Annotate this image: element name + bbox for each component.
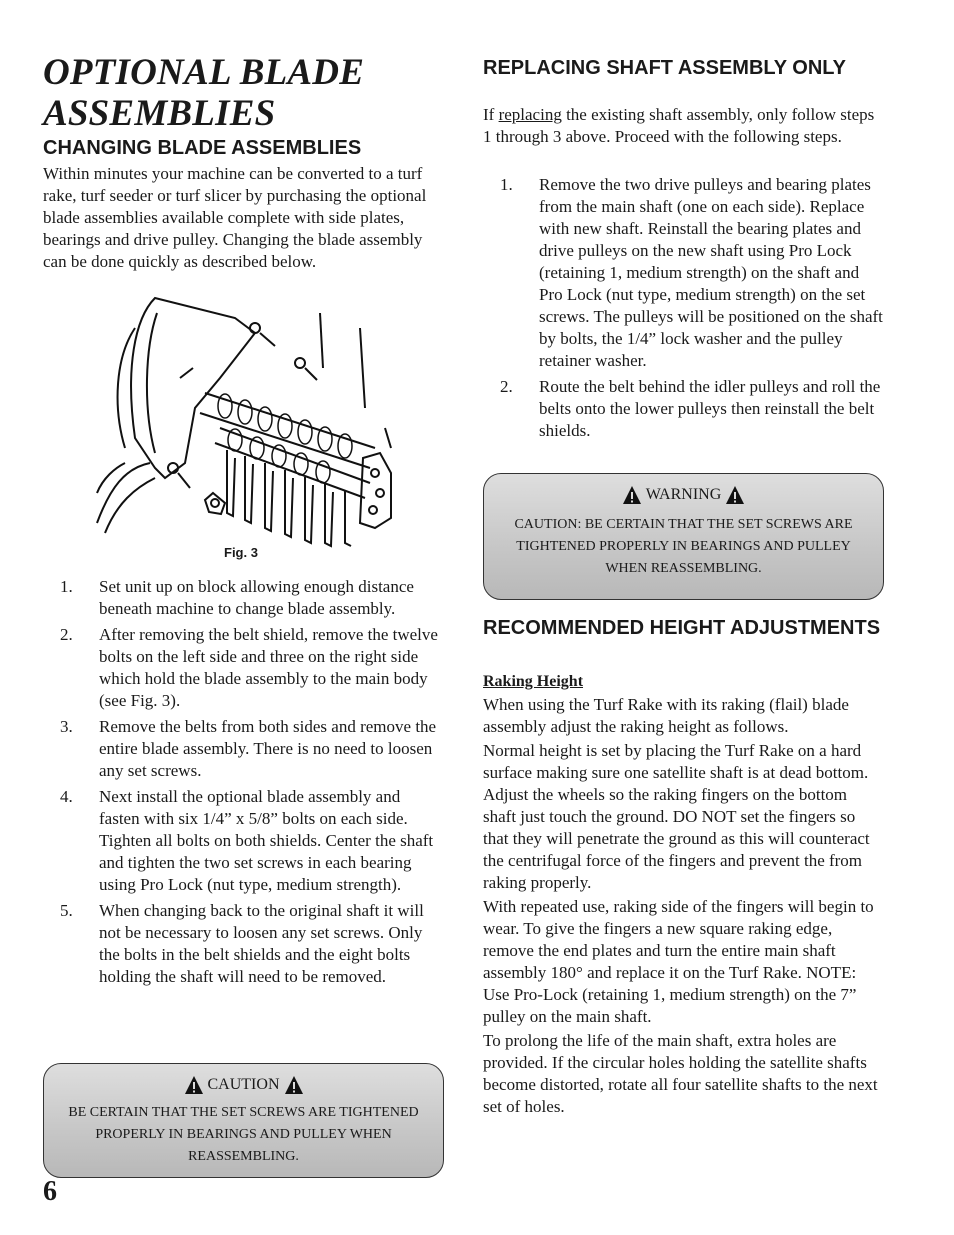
list-item <box>43 716 443 782</box>
step-number: 3. <box>60 717 73 736</box>
step-number: 2. <box>60 625 73 644</box>
list-item <box>483 376 883 442</box>
step-text: Remove the two drive pulleys and bearing plates from the main shaft (one on each side). Replace with new shaft. Reinstall the bearing plates and drive pulleys on the new shaft using Pro Lock (retaining 1, medium strength) on the shaft and Pro Lock (nut type, medium strength) on the set screws. The pulleys will be positioned on the shaft by bolts, the 1/4” lock washer and the pulley retainer washer. <box>539 175 883 370</box>
changing-blade-intro: Within minutes your machine can be converted to a turf rake, turf seeder or turf slicer by purchasing the optional blade assemblies available complete with side plates, bearings and drive pulley. Changing the blade assembly can be done quickly as described below. <box>43 164 427 271</box>
step-text: Set unit up on block allowing enough distance beneath machine to change blade assembly. <box>99 577 414 618</box>
warning-header <box>484 484 883 506</box>
warning-triangle-icon <box>184 1075 204 1095</box>
warning-label: WARNING <box>645 486 722 503</box>
caution-box <box>43 1063 444 1178</box>
caution-label: CAUTION <box>207 1076 280 1093</box>
list-item <box>43 576 443 620</box>
step-number: 5. <box>60 901 73 920</box>
replacing-shaft-heading: REPLACING SHAFT ASSEMBLY ONLY <box>483 57 847 79</box>
page-number: 6 <box>43 1176 57 1207</box>
list-item <box>43 786 443 896</box>
replacing-shaft-intro <box>483 104 883 148</box>
changing-blade-heading: CHANGING BLADE ASSEMBLIES <box>43 137 362 159</box>
recommended-height-heading: RECOMMENDED HEIGHT ADJUSTMENTS <box>483 617 881 639</box>
raking-height-subheading: Raking Height <box>483 673 584 690</box>
fig3-illustration <box>95 288 395 550</box>
intro-underlined: replacing <box>498 105 562 124</box>
warning-text: CAUTION: BE CERTAIN THAT THE SET SCREWS ARE TIGHTENED PROPERLY IN BEARINGS AND PULLEY WHEN REASSEMBLING. <box>514 517 853 576</box>
caution-text: BE CERTAIN THAT THE SET SCREWS ARE TIGHTENED PROPERLY IN BEARINGS AND PULLEY WHEN REASSEMBLING. <box>68 1105 419 1164</box>
list-item <box>483 174 883 372</box>
warning-triangle-icon <box>725 485 745 505</box>
step-text: Next install the optional blade assembly and fasten with six 1/4” x 5/8” bolts on each side. Tighten all bolts on both shields. Center the shaft and tighten the two set screws in each bearing using Pro Lock (nut type, medium strength). <box>99 787 434 894</box>
step-text: Remove the belts from both sides and remove the entire blade assembly. There is no need to loosen any set screws. <box>99 717 437 780</box>
step-text: Route the belt behind the idler pulleys and roll the belts onto the lower pulleys then reinstall the belt shields. <box>539 377 881 440</box>
intro-rest: the existing shaft assembly, only follow steps 1 through 3 above. Proceed with the following steps. <box>483 105 875 146</box>
step-number: 2. <box>500 377 513 396</box>
blade-change-steps <box>43 576 443 992</box>
warning-triangle-icon <box>284 1075 304 1095</box>
caution-header <box>44 1074 443 1096</box>
step-number: 1. <box>60 577 73 596</box>
step-number: 1. <box>500 175 513 194</box>
raking-height-body <box>483 694 883 1118</box>
paragraph: To prolong the life of the main shaft, extra holes are provided. If the circular holes holding the satellite shafts become distorted, rotate all four satellite shafts to the next set of holes. <box>483 1031 878 1116</box>
list-item <box>43 900 443 988</box>
replace-shaft-steps <box>483 174 883 446</box>
paragraph: With repeated use, raking side of the fingers will begin to wear. To give the fingers a new square raking edge, remove the end plates and turn the entire main shaft assembly 180° and replace it on the Turf Rake. NOTE: Use Pro-Lock (retaining 1, medium strength) on the 7” pulley on the main shaft. <box>483 897 874 1026</box>
list-item <box>43 624 443 712</box>
step-text: When changing back to the original shaft it will not be necessary to loosen any set screws. Only the bolts in the belt shields and the eight bolts holding the shaft will need to be removed. <box>99 901 424 986</box>
intro-lead: If <box>483 105 499 124</box>
paragraph: Normal height is set by placing the Turf Rake on a hard surface making sure one satellite shaft is at dead bottom. Adjust the wheels so the raking fingers on the bottom shaft just touch the ground. DO NOT set the fingers so that they will penetrate the ground as this will counteract the centrifugal force of the fingers and prevent the from raking properly. <box>483 741 870 892</box>
paragraph: When using the Turf Rake with its raking (flail) blade assembly adjust the raking height as follows. <box>483 695 849 736</box>
blade-assembly-drawing <box>95 288 395 550</box>
warning-box <box>483 473 884 600</box>
figure-caption: Fig. 3 <box>224 545 258 560</box>
page-title: OPTIONAL BLADE ASSEMBLIES <box>43 52 365 134</box>
step-number: 4. <box>60 787 73 806</box>
step-text: After removing the belt shield, remove the twelve bolts on the left side and three on the right side which hold the blade assembly to the main body (see Fig. 3). <box>99 625 438 710</box>
warning-triangle-icon <box>622 485 642 505</box>
